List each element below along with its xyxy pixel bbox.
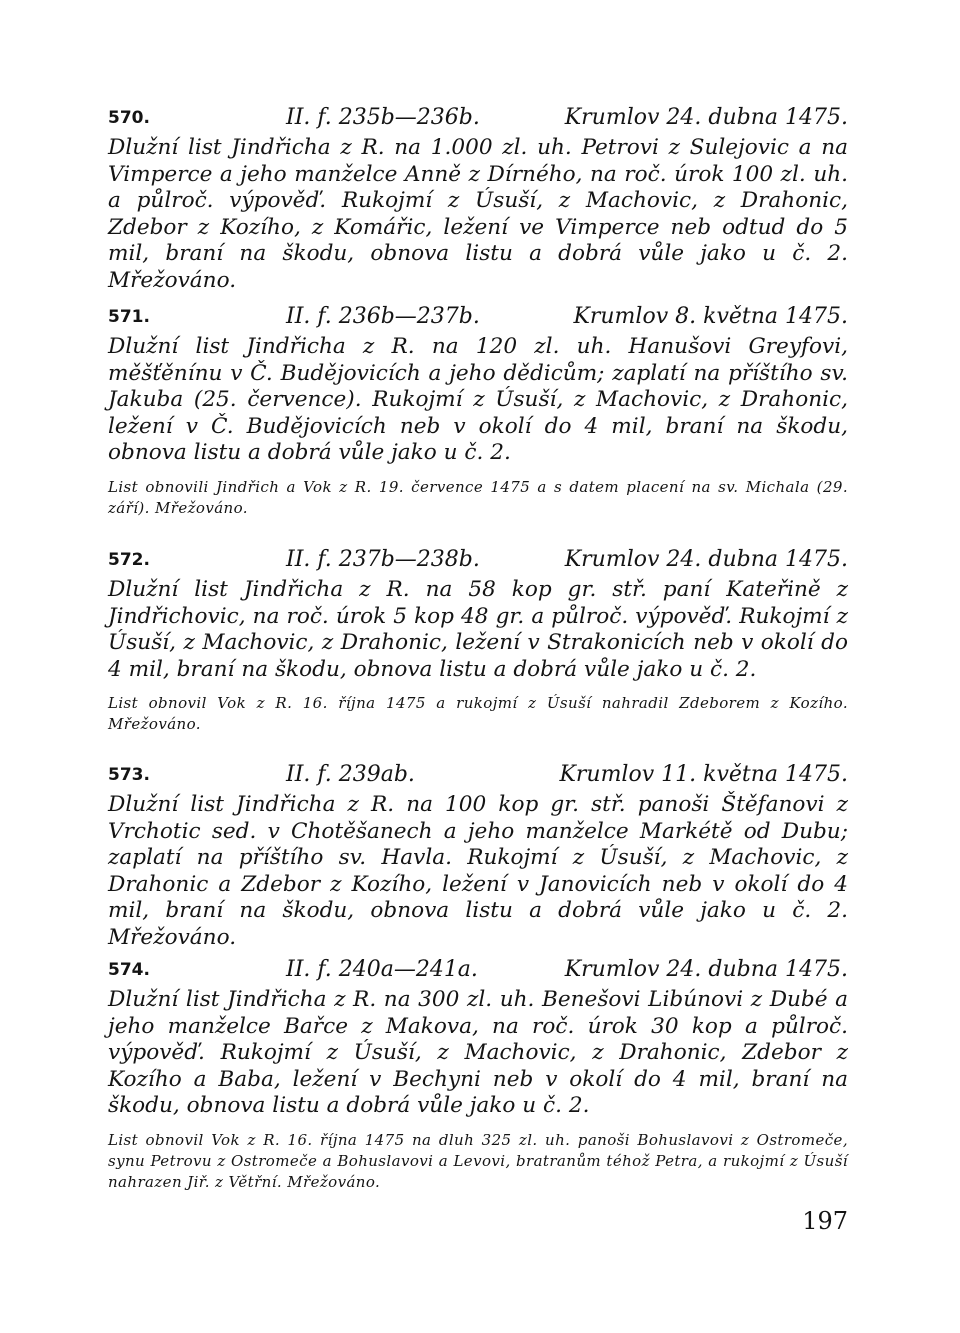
entry-573 — [108, 760, 848, 952]
entry-note: List obnovil Vok z R. 16. října 1475 a rukojmí z Úsuší nahradil Zdeborem z Kozího. Mřežováno. — [108, 694, 848, 734]
entry-body: Dlužní list Jindřicha z R. na 120 zl. uh. Hanušovi Greyfovi, měšťěnínu v Č. Budějovicích a jeho dědicům; zaplatí na příštího sv. Jakuba (25. července). Rukojmí z Úsuší, z Machovic, z Drahonic, ležení v Č. Budějovicích neb v okolí do 4 mil, braní na škodu, obnova listu a dobrá vůle jako u č. 2. — [108, 334, 848, 466]
entry-note: List obnovil Vok z R. 16. října 1475 na dluh 325 zl. uh. panoši Bohuslavovi z Ostromeče, synu Petrovu z Ostromeče a Bohuslavovi a Levovi, bratranům téhož Petra, a rukojmí z Úsuší nahrazen Jiř. z Větřní. Mřežováno. — [108, 1130, 848, 1191]
entry-number: 571. — [108, 307, 150, 327]
entry-folio: II. f. 236b—237b. — [286, 304, 480, 329]
entry-number: 574. — [108, 960, 150, 980]
entry-body: Dlužní list Jindřicha z R. na 1.000 zl. uh. Petrovi z Sulejovic a na Vimperce a jeho manželce Anně z Dírného, na roč. úrok 100 zl. uh. a půlroč. výpověď. Rukojmí z Úsuší, z Machovic, z Drahonic, Zdebor z Kozího, z Komářic, ležení ve Vimperce neb odtud do 5 mil, braní na škodu, obnova listu a dobrá vůle jako u č. 2. Mřežováno. — [108, 135, 848, 293]
entry-body: Dlužní list Jindřicha z R. na 300 zl. uh. Benešovi Libúnovi z Dubé a jeho manželce Bařce z Makova, na roč. úrok 30 kop a půlroč. výpověď. Rukojmí z Úsuší, z Machovic, z Drahonic, Zdebor z Kozího a Baba, ležení v Bechyni neb v okolí do 4 mil, braní na škodu, obnova listu a dobrá vůle jako u č. 2. — [108, 987, 848, 1119]
entry-folio: II. f. 239ab. — [286, 762, 415, 787]
entry-number: 573. — [108, 765, 150, 785]
entry-number: 572. — [108, 550, 150, 570]
entry-number: 570. — [108, 108, 150, 128]
entry-date: Krumlov 24. dubna 1475. — [564, 105, 848, 130]
entry-date: Krumlov 8. května 1475. — [573, 304, 848, 329]
entry-header — [108, 103, 848, 133]
entry-header — [108, 302, 848, 332]
entry-note: List obnovili Jindřich a Vok z R. 19. července 1475 a s datem placení na sv. Michala (29. září). Mřežováno. — [108, 477, 848, 517]
entry-folio: II. f. 240a—241a. — [286, 957, 478, 982]
entry-body: Dlužní list Jindřicha z R. na 58 kop gr. stř. paní Kateřině z Jindřichovic, na roč. úrok 5 kop 48 gr. a půlroč. výpověď. Rukojmí z Úsuší, z Machovic, z Drahonic, ležení v Strakonicích neb v okolí do 4 mil, braní na škodu, obnova listu a dobrá vůle jako u č. 2. — [108, 577, 848, 682]
entry-header — [108, 545, 848, 575]
entry-date: Krumlov 24. dubna 1475. — [564, 547, 848, 572]
entry-date: Krumlov 11. května 1475. — [559, 762, 848, 787]
entry-571 — [108, 302, 848, 519]
page-number: 197 — [802, 1207, 848, 1235]
entry-570 — [108, 103, 848, 295]
entry-folio: II. f. 237b—238b. — [286, 547, 480, 572]
entry-folio: II. f. 235b—236b. — [286, 105, 480, 130]
entry-body: Dlužní list Jindřicha z R. na 100 kop gr. stř. panoši Štěfanovi z Vrchotic sed. v Chotěšanech a jeho manželce Markétě od Dubu; zaplatí na příštího sv. Havla. Rukojmí z Úsuší, z Machovic, z Drahonic a Zdebor z Kozího, ležení v Janovicích neb v okolí do 4 mil, braní na škodu, obnova listu a dobrá vůle jako u č. 2. Mřežováno. — [108, 792, 848, 950]
entry-header — [108, 760, 848, 790]
entry-572 — [108, 545, 848, 735]
entry-header — [108, 955, 848, 985]
entry-date: Krumlov 24. dubna 1475. — [564, 957, 848, 982]
entry-574 — [108, 955, 848, 1193]
